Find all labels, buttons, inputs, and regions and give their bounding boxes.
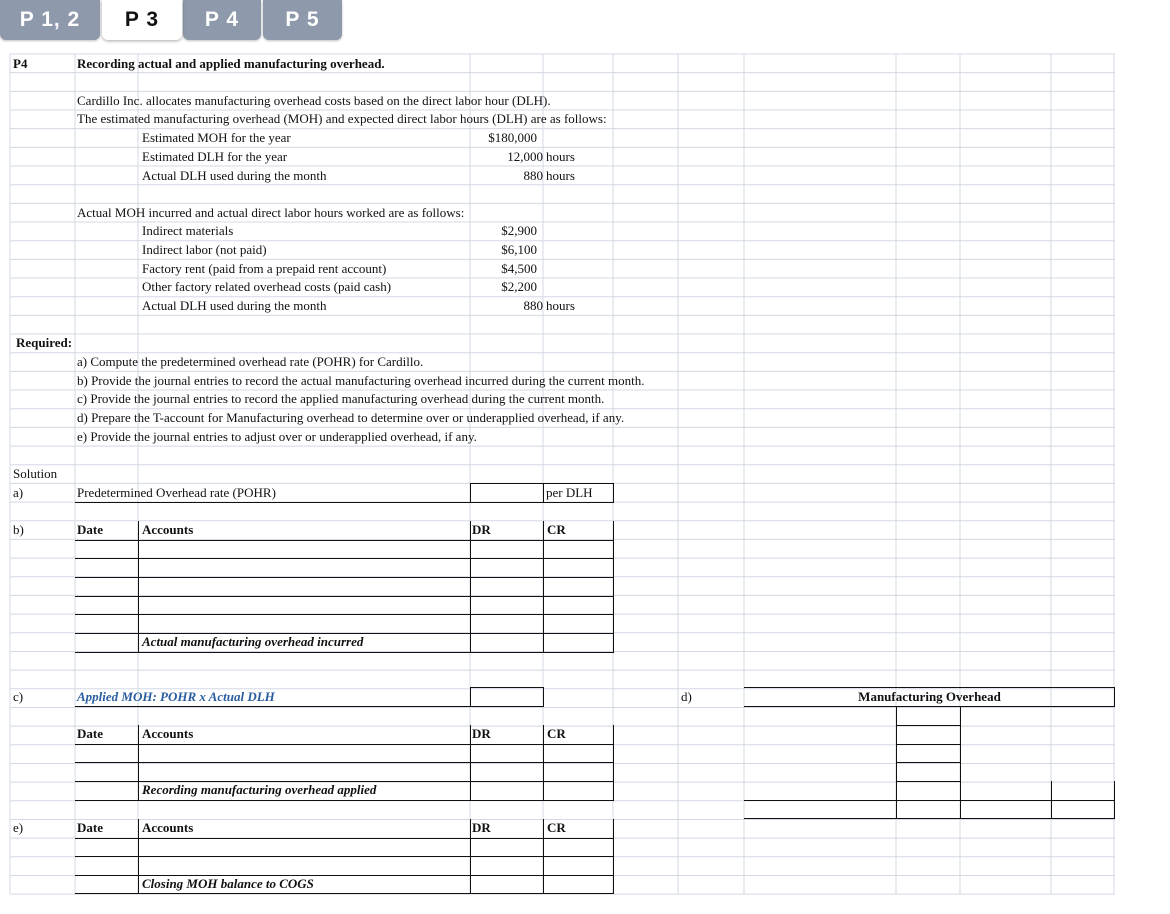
applied-moh-formula: Applied MOH: POHR x Actual DLH — [77, 689, 275, 704]
solution-heading: Solution — [13, 466, 58, 481]
intro-line-1: Cardillo Inc. allocates manufacturing overhead costs based on the direct labor hour (DLH). — [77, 93, 551, 108]
border — [470, 687, 471, 706]
journal-e-date-header: Date — [77, 820, 103, 835]
pohr-label: Predetermined Overhead rate (POHR) — [77, 485, 276, 500]
journal-b-cr-header: CR — [547, 522, 566, 537]
required-item: b) Provide the journal entries to record the actual manufacturing overhead incurred during the current month. — [77, 373, 645, 388]
pohr-unit: per DLH — [546, 485, 593, 500]
border — [470, 725, 471, 800]
border — [613, 725, 614, 800]
border — [138, 521, 139, 652]
journal-e-dr-header: DR — [472, 820, 491, 835]
border — [75, 614, 614, 615]
border — [1051, 781, 1052, 818]
border — [75, 875, 614, 876]
part-e-letter: e) — [13, 820, 24, 835]
border — [75, 706, 544, 707]
part-a-letter: a) — [13, 485, 24, 500]
estimate-unit: hours — [546, 149, 575, 164]
border — [1114, 781, 1115, 818]
border — [543, 687, 544, 706]
estimate-label: Estimated DLH for the year — [142, 149, 288, 164]
t-account-title: Manufacturing Overhead — [858, 689, 1001, 704]
estimate-value: $180,000 — [488, 130, 537, 145]
border — [138, 819, 139, 893]
border — [470, 483, 471, 502]
border — [138, 725, 139, 800]
border — [75, 893, 614, 894]
required-item: e) Provide the journal entries to adjust over or underapplied overhead, if any. — [77, 429, 477, 444]
journal-c-entry-area[interactable] — [75, 744, 614, 800]
journal-c-cr-header: CR — [547, 726, 566, 741]
border — [543, 819, 544, 893]
border — [75, 781, 614, 782]
border — [75, 558, 614, 559]
applied-moh-answer-cell[interactable] — [470, 687, 543, 706]
border — [896, 725, 960, 726]
estimate-unit: hours — [546, 168, 575, 183]
actual-value: $2,200 — [501, 279, 537, 294]
journal-e-cr-header: CR — [547, 820, 566, 835]
border — [470, 687, 544, 688]
border — [543, 483, 544, 502]
border — [613, 483, 614, 502]
journal-b-date-header: Date — [77, 522, 103, 537]
sheet-tab-p1-2[interactable]: P 1, 2 — [0, 0, 100, 40]
border — [75, 577, 614, 578]
border — [744, 687, 1115, 688]
journal-c-date-header: Date — [77, 726, 103, 741]
journal-c-memo: Recording manufacturing overhead applied — [142, 782, 377, 797]
border — [470, 819, 471, 893]
pohr-answer-cell[interactable] — [470, 483, 543, 502]
border — [75, 856, 614, 857]
sheet-tab-p4[interactable]: P 4 — [183, 0, 261, 40]
required-heading: Required: — [16, 335, 73, 350]
sheet-tab-p5[interactable]: P 5 — [263, 0, 342, 40]
required-item: c) Provide the journal entries to record the applied manufacturing overhead during the current month. — [77, 391, 605, 406]
border — [613, 819, 614, 893]
border — [75, 800, 614, 801]
part-b-letter: b) — [13, 522, 24, 537]
border — [960, 706, 961, 818]
border — [896, 744, 960, 745]
required-item: a) Compute the predetermined overhead rate (POHR) for Cardillo. — [77, 354, 424, 369]
journal-e-entry-area[interactable] — [75, 838, 614, 894]
estimate-value: 880 — [523, 168, 543, 183]
actual-label: Indirect materials — [142, 223, 234, 238]
border — [470, 483, 614, 484]
required-item: d) Prepare the T-account for Manufacturing overhead to determine over or underapplied overhead, if any. — [77, 410, 625, 425]
actual-value: $4,500 — [501, 261, 537, 276]
actual-unit: hours — [546, 298, 575, 313]
estimate-value: 12,000 — [507, 149, 543, 164]
journal-c-dr-header: DR — [472, 726, 491, 741]
journal-b-dr-header: DR — [472, 522, 491, 537]
journal-e-memo: Closing MOH balance to COGS — [142, 876, 314, 891]
border — [75, 838, 614, 839]
border — [75, 596, 614, 597]
border — [75, 540, 614, 541]
border — [75, 652, 614, 653]
part-d-letter: d) — [681, 689, 692, 704]
border — [744, 706, 1115, 707]
border — [1114, 687, 1115, 706]
journal-b-memo: Actual manufacturing overhead incurred — [142, 634, 364, 649]
border — [896, 762, 960, 763]
sheet-tab-p3[interactable]: P 3 — [102, 0, 182, 40]
border — [75, 633, 614, 634]
estimate-label: Actual DLH used during the month — [142, 168, 327, 183]
border — [543, 521, 544, 652]
border — [896, 706, 897, 818]
actual-label: Actual DLH used during the month — [142, 298, 327, 313]
border — [75, 762, 614, 763]
border — [543, 725, 544, 800]
actual-label: Factory rent (paid from a prepaid rent account) — [142, 261, 387, 276]
border — [744, 818, 1115, 819]
actual-label: Indirect labor (not paid) — [142, 242, 267, 257]
border — [613, 521, 614, 652]
border — [744, 800, 1115, 801]
problem-title: Recording actual and applied manufacturing overhead. — [77, 56, 385, 71]
intro-line-2: The estimated manufacturing overhead (MOH) and expected direct labor hours (DLH) are as follows: — [77, 111, 607, 126]
border — [75, 502, 614, 503]
actual-value: $6,100 — [501, 242, 537, 257]
estimate-label: Estimated MOH for the year — [142, 130, 291, 145]
actual-label: Other factory related overhead costs (paid cash) — [142, 279, 392, 294]
problem-id: P4 — [13, 56, 28, 71]
journal-c-accounts-header: Accounts — [142, 726, 194, 741]
sheet-tab-bar — [0, 0, 1170, 44]
border — [470, 521, 471, 652]
journal-e-accounts-header: Accounts — [142, 820, 194, 835]
border — [896, 781, 960, 782]
journal-b-accounts-header: Accounts — [142, 522, 194, 537]
border — [75, 744, 614, 745]
part-c-letter: c) — [13, 689, 24, 704]
actual-value: $2,900 — [501, 223, 537, 238]
actual-intro: Actual MOH incurred and actual direct labor hours worked are as follows: — [77, 205, 465, 220]
actual-value: 880 — [523, 298, 543, 313]
